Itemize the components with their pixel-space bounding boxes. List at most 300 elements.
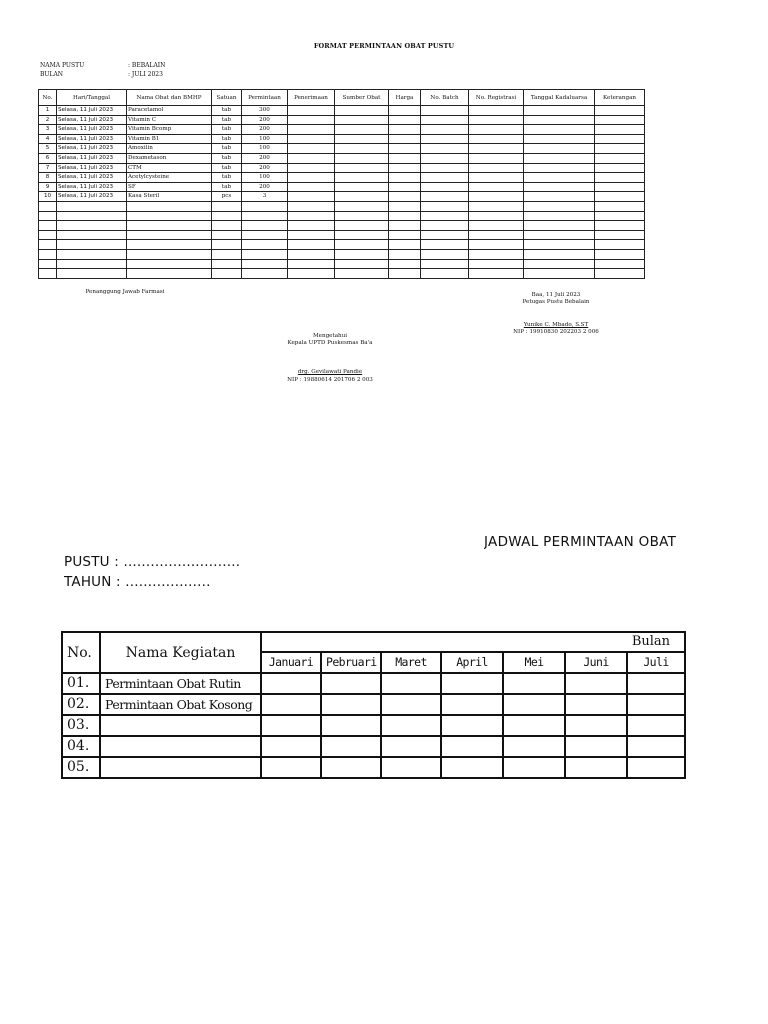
table-cell: [389, 153, 421, 163]
table-cell: Selasa, 11 Juli 2023: [57, 106, 127, 116]
table-cell: 200: [242, 163, 288, 173]
table-cell: [288, 230, 335, 240]
table-row: [39, 259, 645, 269]
table-cell: [335, 211, 389, 221]
table-cell: 100: [242, 173, 288, 183]
table-cell: [389, 211, 421, 221]
table-cell: [242, 259, 288, 269]
table-cell: [127, 259, 212, 269]
table-cell: [469, 230, 524, 240]
table-cell: [127, 221, 212, 231]
table-cell: 200: [242, 115, 288, 125]
jadwal-month-cell: [381, 673, 441, 694]
table-cell: [57, 201, 127, 211]
table-cell: [389, 163, 421, 173]
table-cell: [595, 211, 645, 221]
table-cell: [335, 134, 389, 144]
table-cell: Selasa, 11 Juli 2023: [57, 153, 127, 163]
table-cell: [524, 221, 595, 231]
table-cell: SF: [127, 182, 212, 192]
table-cell: [127, 230, 212, 240]
table-cell: [524, 269, 595, 279]
table-cell: [212, 240, 242, 250]
table-cell: Amoxilin: [127, 144, 212, 154]
table-cell: CTM: [127, 163, 212, 173]
jadwal-month-cell: [321, 736, 381, 757]
jadwal-month-cell: [321, 673, 381, 694]
table-cell: [524, 201, 595, 211]
table-cell: [335, 259, 389, 269]
table-cell: [389, 240, 421, 250]
table-row: [39, 125, 645, 135]
table-cell: [39, 269, 57, 279]
table-cell: [389, 106, 421, 116]
table-cell: [389, 259, 421, 269]
table-cell: [288, 115, 335, 125]
table-cell: [127, 269, 212, 279]
table-row: [39, 240, 645, 250]
table-cell: [524, 192, 595, 202]
info-label-bulan: BULAN: [40, 71, 64, 78]
table-cell: Selasa, 11 Juli 2023: [57, 163, 127, 173]
table-cell: [389, 125, 421, 135]
approval-role: Kepala UPTD Puskesmas Ba'a: [287, 340, 373, 346]
table-cell: [242, 230, 288, 240]
jadwal-header-bulan: Bulan: [261, 632, 685, 652]
table-cell: [469, 211, 524, 221]
signature-place-date: Baa, 11 Juli 2023: [531, 292, 581, 298]
table-row: [39, 192, 645, 202]
table-cell: [524, 173, 595, 183]
table-cell: [469, 249, 524, 259]
table-cell: [421, 201, 469, 211]
table-cell: [421, 115, 469, 125]
table-cell: [335, 240, 389, 250]
approval-nip: NIP : 19880614 201706 2 003: [287, 377, 373, 383]
table-row: [39, 269, 645, 279]
col-header: Penerimaan: [288, 90, 335, 106]
table-row: [39, 106, 645, 116]
table-cell: tab: [212, 153, 242, 163]
table-row: [39, 230, 645, 240]
table-cell: [595, 259, 645, 269]
table-cell: [469, 153, 524, 163]
table-cell: [524, 153, 595, 163]
month-header: April: [441, 652, 503, 673]
jadwal-month-cell: [441, 736, 503, 757]
jadwal-month-cell: [381, 736, 441, 757]
table-row: [39, 221, 645, 231]
table-cell: [288, 259, 335, 269]
table-cell: [595, 134, 645, 144]
jadwal-row: [62, 673, 685, 694]
approval-name: drg. Gevilawati Pandie: [297, 369, 363, 375]
table-cell: [288, 269, 335, 279]
table-cell: [127, 211, 212, 221]
table-cell: [389, 221, 421, 231]
table-cell: [595, 125, 645, 135]
table-cell: Selasa, 11 Juli 2023: [57, 125, 127, 135]
table-cell: 200: [242, 125, 288, 135]
jadwal-month-cell: [565, 757, 627, 778]
table-row: [39, 182, 645, 192]
table-cell: 4: [39, 134, 57, 144]
table-cell: [57, 221, 127, 231]
table-cell: [242, 221, 288, 231]
table-cell: [421, 240, 469, 250]
table-cell: [421, 230, 469, 240]
table-cell: 100: [242, 144, 288, 154]
table-cell: [421, 144, 469, 154]
table-cell: [469, 192, 524, 202]
document-title: FORMAT PERMINTAAN OBAT PUSTU: [313, 42, 455, 50]
table-cell: [595, 182, 645, 192]
table-cell: [242, 240, 288, 250]
table-cell: 7: [39, 163, 57, 173]
table-cell: [288, 221, 335, 231]
signature-role: Petugas Pustu Bebalain: [522, 299, 590, 305]
table-cell: [469, 134, 524, 144]
table-cell: 3: [242, 192, 288, 202]
table-cell: [288, 163, 335, 173]
jadwal-month-cell: [441, 673, 503, 694]
info-value-nama-pustu: : BEBALAIN: [128, 62, 166, 69]
jadwal-month-cell: [565, 715, 627, 736]
table-cell: [524, 125, 595, 135]
table-cell: 9: [39, 182, 57, 192]
table-cell: [127, 240, 212, 250]
table-cell: [421, 221, 469, 231]
table-cell: [595, 106, 645, 116]
table-cell: [524, 230, 595, 240]
table-cell: 6: [39, 153, 57, 163]
table-cell: [421, 106, 469, 116]
month-header: Januari: [261, 652, 321, 673]
info-label-nama-pustu: NAMA PUSTU: [40, 62, 85, 69]
table-row: [39, 211, 645, 221]
table-cell: Vitamin C: [127, 115, 212, 125]
month-header: Juni: [565, 652, 627, 673]
jadwal-row-kegiatan: [100, 736, 261, 757]
jadwal-month-cell: [503, 715, 565, 736]
jadwal-table: [61, 631, 686, 779]
table-row: [39, 249, 645, 259]
jadwal-month-cell: [565, 694, 627, 715]
col-header: No.: [39, 90, 57, 106]
table-cell: [212, 230, 242, 240]
table-row: [39, 134, 645, 144]
jadwal-header-kegiatan: Nama Kegiatan: [100, 632, 261, 673]
table-cell: Selasa, 11 Juli 2023: [57, 144, 127, 154]
table-cell: Paracetamol: [127, 106, 212, 116]
table-cell: [57, 249, 127, 259]
signature-name: Yunike C. Mbado, S.ST: [523, 322, 589, 328]
table-cell: [57, 240, 127, 250]
table-cell: tab: [212, 115, 242, 125]
jadwal-month-cell: [627, 736, 685, 757]
table-cell: [595, 173, 645, 183]
table-cell: [389, 201, 421, 211]
table-row: [39, 153, 645, 163]
jadwal-month-cell: [261, 757, 321, 778]
jadwal-row: [62, 757, 685, 778]
table-cell: [595, 153, 645, 163]
jadwal-row: [62, 715, 685, 736]
table-cell: [524, 163, 595, 173]
table-cell: [595, 240, 645, 250]
table-cell: 3: [39, 125, 57, 135]
table-cell: [469, 173, 524, 183]
table-cell: [288, 240, 335, 250]
table-cell: [469, 163, 524, 173]
table-cell: [335, 173, 389, 183]
table-cell: [288, 249, 335, 259]
table-cell: [421, 269, 469, 279]
table-cell: [57, 259, 127, 269]
table-cell: [57, 211, 127, 221]
table-cell: [469, 182, 524, 192]
table-cell: [335, 249, 389, 259]
col-header: Satuan: [212, 90, 242, 106]
table-cell: [288, 144, 335, 154]
table-cell: 1: [39, 106, 57, 116]
table-cell: [212, 211, 242, 221]
jadwal-header-row-1: [62, 632, 685, 652]
table-cell: [421, 134, 469, 144]
table-cell: [212, 259, 242, 269]
table-cell: [524, 134, 595, 144]
jadwal-month-cell: [381, 715, 441, 736]
table-cell: [39, 221, 57, 231]
table-cell: [335, 192, 389, 202]
col-header: Nama Obat dan BMHP: [127, 90, 212, 106]
jadwal-month-cell: [627, 694, 685, 715]
table-cell: [524, 211, 595, 221]
table-cell: [421, 163, 469, 173]
jadwal-title: JADWAL PERMINTAAN OBAT: [484, 534, 677, 550]
table-cell: 8: [39, 173, 57, 183]
table-cell: Selasa, 11 Juli 2023: [57, 182, 127, 192]
jadwal-month-cell: [503, 736, 565, 757]
month-header: Mei: [503, 652, 565, 673]
table-cell: [389, 230, 421, 240]
table-cell: [469, 240, 524, 250]
table-cell: [335, 144, 389, 154]
table-cell: [389, 144, 421, 154]
table-cell: [288, 153, 335, 163]
table-cell: [335, 115, 389, 125]
table-cell: [288, 106, 335, 116]
table-cell: Vitamin Bcomp: [127, 125, 212, 135]
jadwal-row-kegiatan: Permintaan Obat Rutin: [100, 673, 261, 694]
table-cell: [595, 221, 645, 231]
table-cell: 2: [39, 115, 57, 125]
jadwal-month-cell: [261, 673, 321, 694]
jadwal-month-cell: [381, 694, 441, 715]
table-cell: [39, 259, 57, 269]
table-cell: [524, 240, 595, 250]
month-header: Juli: [627, 652, 685, 673]
col-header: No. Batch: [421, 90, 469, 106]
table-cell: [469, 221, 524, 231]
col-header: Tanggal Kadaluarsa: [524, 90, 595, 106]
table-cell: [421, 153, 469, 163]
jadwal-row-kegiatan: [100, 757, 261, 778]
jadwal-month-cell: [503, 757, 565, 778]
table-row: [39, 163, 645, 173]
table-cell: 10: [39, 192, 57, 202]
table-cell: [469, 259, 524, 269]
table-cell: [389, 182, 421, 192]
table-cell: [288, 192, 335, 202]
table-cell: [469, 144, 524, 154]
jadwal-row: [62, 694, 685, 715]
table-cell: [288, 201, 335, 211]
table-cell: tab: [212, 106, 242, 116]
jadwal-month-cell: [503, 673, 565, 694]
col-header: Keterangan: [595, 90, 645, 106]
table-cell: [595, 249, 645, 259]
table-cell: [39, 211, 57, 221]
col-header: Sumber Obat: [335, 90, 389, 106]
col-header: Harga: [389, 90, 421, 106]
table-cell: [595, 192, 645, 202]
jadwal-month-cell: [627, 715, 685, 736]
table-cell: [39, 240, 57, 250]
table-cell: tab: [212, 173, 242, 183]
info-value-bulan: : JULI 2023: [128, 71, 163, 78]
table-cell: [524, 106, 595, 116]
jadwal-month-cell: [381, 757, 441, 778]
request-table-header: [39, 90, 645, 106]
table-cell: [389, 134, 421, 144]
jadwal-month-cell: [503, 694, 565, 715]
jadwal-row-no: 04.: [62, 736, 100, 757]
table-cell: [524, 115, 595, 125]
table-cell: [127, 249, 212, 259]
jadwal-row-kegiatan: Permintaan Obat Kosong: [100, 694, 261, 715]
jadwal-month-cell: [261, 736, 321, 757]
table-cell: [288, 134, 335, 144]
table-cell: [595, 230, 645, 240]
table-cell: [242, 201, 288, 211]
table-cell: [595, 201, 645, 211]
jadwal-pustu-line: PUSTU : ..........................: [64, 554, 241, 570]
table-cell: Selasa, 11 Juli 2023: [57, 173, 127, 183]
table-cell: Kasa Steril: [127, 192, 212, 202]
table-cell: [39, 230, 57, 240]
jadwal-row-kegiatan: [100, 715, 261, 736]
jadwal-month-cell: [321, 757, 381, 778]
table-cell: [288, 211, 335, 221]
table-cell: [335, 125, 389, 135]
table-cell: [242, 249, 288, 259]
table-cell: [335, 221, 389, 231]
table-cell: [335, 269, 389, 279]
table-cell: [421, 125, 469, 135]
table-cell: tab: [212, 144, 242, 154]
table-cell: [595, 115, 645, 125]
table-cell: tab: [212, 134, 242, 144]
jadwal-row-no: 05.: [62, 757, 100, 778]
col-header: Hari/Tanggal: [57, 90, 127, 106]
jadwal-row-no: 02.: [62, 694, 100, 715]
table-cell: [421, 211, 469, 221]
table-cell: [242, 211, 288, 221]
jadwal-tahun-line: TAHUN : ...................: [64, 574, 211, 590]
table-cell: [335, 163, 389, 173]
table-cell: [288, 182, 335, 192]
table-cell: [389, 269, 421, 279]
month-header: Maret: [381, 652, 441, 673]
pj-farmasi-label: Penanggung Jawab Farmasi: [85, 289, 165, 295]
jadwal-row-no: 01.: [62, 673, 100, 694]
table-row: [39, 115, 645, 125]
jadwal-month-cell: [441, 715, 503, 736]
table-cell: [469, 201, 524, 211]
table-cell: [39, 201, 57, 211]
table-cell: [335, 182, 389, 192]
table-cell: Selasa, 11 Juli 2023: [57, 134, 127, 144]
table-cell: [389, 249, 421, 259]
table-cell: [335, 153, 389, 163]
table-cell: [524, 182, 595, 192]
table-cell: 5: [39, 144, 57, 154]
jadwal-header-no: No.: [62, 632, 100, 673]
table-cell: 100: [242, 134, 288, 144]
table-cell: [288, 125, 335, 135]
table-cell: [421, 182, 469, 192]
table-cell: [595, 163, 645, 173]
table-cell: [242, 269, 288, 279]
table-row: [39, 144, 645, 154]
table-cell: [335, 201, 389, 211]
table-cell: 200: [242, 182, 288, 192]
col-header: No. Registrasi: [469, 90, 524, 106]
table-cell: [421, 173, 469, 183]
table-cell: 300: [242, 106, 288, 116]
jadwal-row: [62, 736, 685, 757]
jadwal-month-cell: [627, 673, 685, 694]
table-cell: Vitamin B1: [127, 134, 212, 144]
jadwal-month-cell: [441, 694, 503, 715]
table-cell: [212, 201, 242, 211]
col-header: Permintaan: [242, 90, 288, 106]
jadwal-month-cell: [261, 694, 321, 715]
table-cell: [469, 125, 524, 135]
table-cell: [335, 230, 389, 240]
jadwal-month-cell: [321, 715, 381, 736]
table-row: [39, 173, 645, 183]
jadwal-row-no: 03.: [62, 715, 100, 736]
table-cell: [524, 259, 595, 269]
table-cell: [57, 230, 127, 240]
table-cell: [127, 201, 212, 211]
table-cell: [595, 144, 645, 154]
table-cell: [469, 115, 524, 125]
table-row: [39, 201, 645, 211]
table-cell: [39, 249, 57, 259]
jadwal-month-cell: [321, 694, 381, 715]
table-cell: [212, 221, 242, 231]
table-cell: [469, 269, 524, 279]
jadwal-month-cell: [565, 736, 627, 757]
table-cell: [212, 249, 242, 259]
table-cell: [389, 173, 421, 183]
table-cell: [335, 106, 389, 116]
table-cell: [524, 144, 595, 154]
table-cell: [389, 115, 421, 125]
